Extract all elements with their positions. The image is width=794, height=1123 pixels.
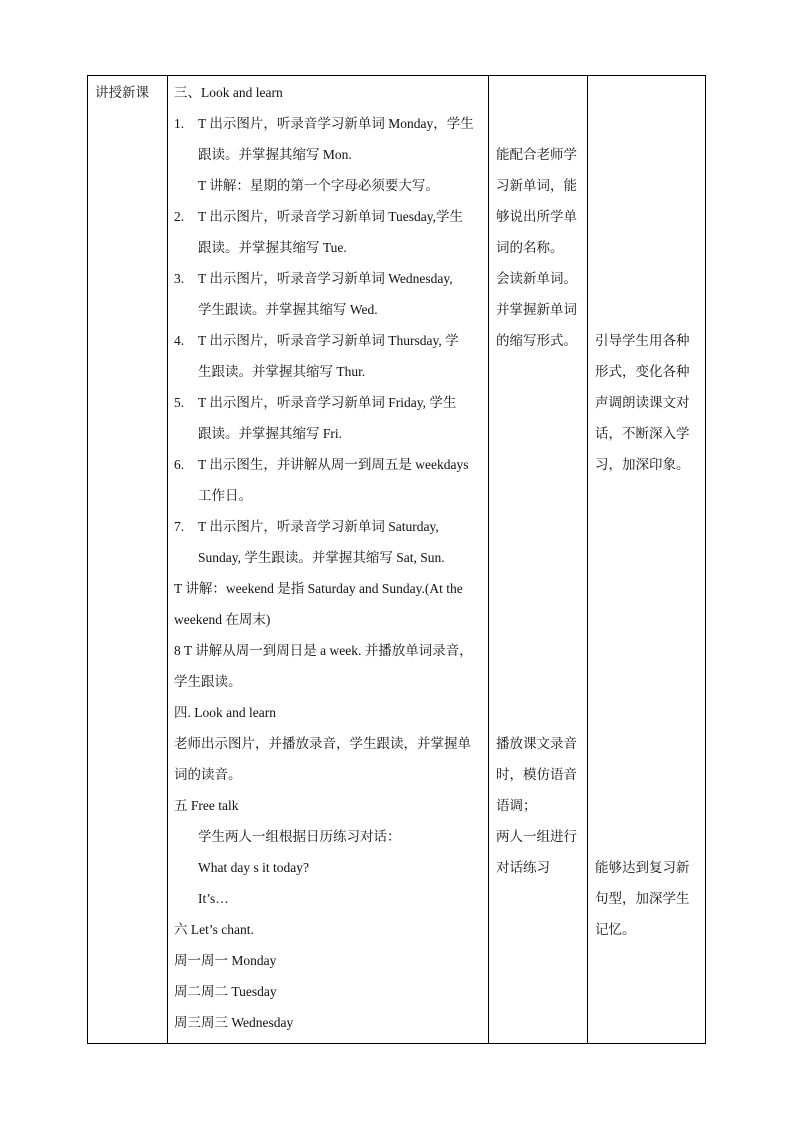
procedure-line: 学生跟读。	[174, 674, 242, 689]
procedure-line: 跟读。并掌握其缩写 Fri.	[198, 426, 343, 441]
intent-line: 引导学生用各种	[595, 333, 690, 348]
procedure-line: 跟读。并掌握其缩写 Tue.	[198, 240, 347, 255]
student-line: 语调；	[496, 798, 537, 813]
student-line: 能配合老师学	[496, 147, 577, 162]
column-divider	[587, 76, 588, 1043]
list-number: 7.	[174, 519, 185, 534]
student-line: 时，模仿语音	[496, 767, 577, 782]
procedure-line: T 出示图片，听录音学习新单词 Wednesday,	[198, 271, 453, 286]
procedure-line: 词的读音。	[174, 767, 242, 782]
intent-line: 声调朗读课文对	[595, 395, 690, 410]
section-heading: 六 Let’s chant.	[174, 922, 254, 937]
section-heading: 三、Look and learn	[174, 85, 283, 100]
procedure-line: T 讲解：weekend 是指 Saturday and Sunday.(At the	[174, 581, 463, 596]
stage-label: 讲授新课	[95, 85, 149, 100]
list-number: 6.	[174, 457, 185, 472]
student-line: 并掌握新单词	[496, 302, 577, 317]
chant-line: 周一周一 Monday	[174, 953, 277, 968]
procedure-line: 跟读。并掌握其缩写 Mon.	[198, 147, 352, 162]
procedure-line: T 出示图片，听录音学习新单词 Tuesday,学生	[198, 209, 464, 224]
list-number: 5.	[174, 395, 185, 410]
procedure-line: T 讲解：星期的第一个字母必须要大写。	[198, 178, 439, 193]
list-number: 3.	[174, 271, 185, 286]
procedure-line: 学生两人一组根据日历练习对话：	[198, 829, 401, 844]
student-line: 够说出所学单	[496, 209, 577, 224]
procedure-line: T 出示图片，听录音学习新单词 Monday，学生	[198, 116, 474, 131]
student-line: 的缩写形式。	[496, 333, 577, 348]
list-number: 4.	[174, 333, 185, 348]
procedure-line: 老师出示图片，并播放录音，学生跟读，并掌握单	[174, 736, 471, 751]
intent-line: 记忆。	[595, 922, 636, 937]
intent-line: 句型，加深学生	[595, 891, 690, 906]
intent-line: 习，加深印象。	[595, 457, 690, 472]
student-line: 播放课文录音	[496, 736, 577, 751]
student-line: 习新单词，能	[496, 178, 577, 193]
procedure-line: T 出示图片，听录音学习新单词 Friday, 学生	[198, 395, 457, 410]
dialogue-line: What day s it today?	[198, 860, 309, 875]
student-line: 两人一组进行	[496, 829, 577, 844]
procedure-line: T 出示图生，并讲解从周一到周五是 weekdays	[198, 457, 469, 472]
list-number: 1.	[174, 116, 185, 131]
section-heading: 四. Look and learn	[174, 705, 276, 720]
procedure-line: T 出示图片，听录音学习新单词 Saturday,	[198, 519, 439, 534]
intent-line: 形式，变化各种	[595, 364, 690, 379]
student-line: 会读新单词。	[496, 271, 577, 286]
section-heading: 五 Free talk	[174, 798, 239, 813]
procedure-line: T 出示图片，听录音学习新单词 Thursday, 学	[198, 333, 459, 348]
chant-line: 周二周二 Tuesday	[174, 984, 277, 999]
procedure-line: 工作日。	[198, 488, 252, 503]
procedure-line: 8 T 讲解从周一到周日是 a week. 并播放单词录音，	[174, 643, 473, 658]
column-divider	[167, 76, 168, 1043]
intent-line: 话，不断深入学	[595, 426, 690, 441]
column-divider	[488, 76, 489, 1043]
procedure-line: weekend 在周末)	[174, 612, 271, 627]
student-line: 词的名称。	[496, 240, 564, 255]
procedure-line: 生跟读。并掌握其缩写 Thur.	[198, 364, 366, 379]
chant-line: 周三周三 Wednesday	[174, 1015, 294, 1030]
procedure-line: 学生跟读。并掌握其缩写 Wed.	[198, 302, 378, 317]
student-line: 对话练习	[496, 860, 550, 875]
intent-line: 能够达到复习新	[595, 860, 690, 875]
lesson-table	[87, 75, 706, 1044]
procedure-line: Sunday, 学生跟读。并掌握其缩写 Sat, Sun.	[198, 550, 445, 565]
list-number: 2.	[174, 209, 185, 224]
dialogue-line: It’s…	[198, 891, 229, 906]
